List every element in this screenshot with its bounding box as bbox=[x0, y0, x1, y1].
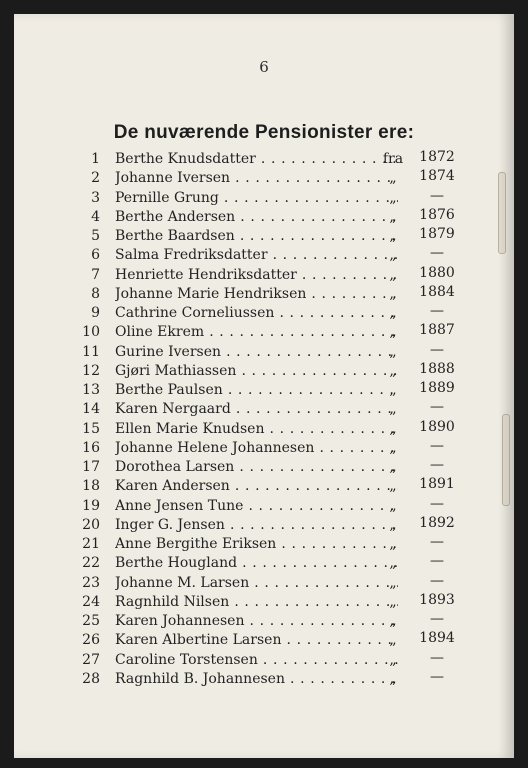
pensioner-name: Karen Johannesen . . . bbox=[115, 613, 398, 629]
ditto-mark: „ bbox=[389, 420, 397, 437]
list-item bbox=[14, 245, 514, 264]
pensioner-name: Karen Albertine Larsen . . . bbox=[115, 632, 398, 648]
pensioner-name: Johanne M. Larsen . . . bbox=[115, 575, 398, 591]
ditto-mark: „ bbox=[389, 555, 397, 572]
ditto-mark: „ bbox=[389, 593, 397, 610]
list-item bbox=[14, 553, 514, 572]
ditto-mark: „ bbox=[389, 189, 397, 206]
row-number: 2 bbox=[91, 170, 100, 187]
pensioner-name: Ragnhild B. Johannesen . . . bbox=[115, 671, 398, 687]
list-item bbox=[14, 322, 514, 341]
year-entered: 1892 bbox=[419, 514, 455, 531]
list-item bbox=[14, 650, 514, 669]
pensioner-name: Dorothea Larsen . . . bbox=[115, 459, 398, 475]
pensioner-name: Ellen Marie Knudsen . . . bbox=[115, 421, 398, 437]
list-item bbox=[14, 496, 514, 515]
ditto-mark: „ bbox=[389, 305, 397, 321]
ditto-mark: „ bbox=[389, 516, 397, 533]
list-item bbox=[14, 226, 514, 245]
row-number: 5 bbox=[91, 228, 100, 244]
ditto-mark: „ bbox=[389, 247, 397, 264]
row-number: 16 bbox=[82, 439, 100, 456]
pensioner-name: Berthe Andersen . . . bbox=[115, 209, 398, 225]
row-number: 20 bbox=[82, 516, 100, 533]
ditto-mark: „ bbox=[389, 613, 397, 629]
list-item bbox=[14, 188, 514, 207]
list-item bbox=[14, 573, 514, 592]
list-item bbox=[14, 149, 514, 168]
ditto-mark: „ bbox=[389, 266, 397, 283]
year-entered: — bbox=[430, 572, 444, 589]
year-entered: — bbox=[430, 553, 444, 570]
pensioner-name: Berthe Knudsdatter . . . bbox=[115, 151, 398, 167]
year-entered: 1890 bbox=[419, 418, 455, 435]
year-entered: — bbox=[430, 187, 444, 204]
row-number: 24 bbox=[82, 593, 100, 610]
ditto-mark: „ bbox=[389, 343, 397, 360]
year-entered: — bbox=[430, 611, 444, 627]
row-number: 15 bbox=[82, 420, 100, 437]
pensioner-name: Anne Jensen Tune . . . bbox=[115, 498, 398, 514]
list-item bbox=[14, 361, 514, 380]
list-item bbox=[14, 669, 514, 688]
row-number: 28 bbox=[82, 670, 100, 687]
ditto-mark: „ bbox=[389, 439, 397, 456]
row-number: 26 bbox=[82, 632, 100, 649]
year-entered: 1887 bbox=[419, 322, 455, 339]
row-number: 9 bbox=[91, 305, 100, 321]
row-number: 13 bbox=[82, 382, 100, 398]
list-item bbox=[14, 438, 514, 457]
row-number: 8 bbox=[91, 285, 100, 302]
ditto-mark: „ bbox=[389, 670, 397, 687]
ditto-mark: „ bbox=[389, 536, 397, 552]
year-entered: — bbox=[430, 534, 444, 550]
row-number: 21 bbox=[82, 536, 100, 552]
year-entered: — bbox=[430, 245, 444, 262]
pensioner-name: Inger G. Jensen . . . bbox=[115, 517, 398, 533]
ditto-mark: fra bbox=[382, 151, 404, 167]
list-item bbox=[14, 342, 514, 361]
row-number: 6 bbox=[91, 247, 100, 264]
row-number: 23 bbox=[82, 574, 100, 591]
row-number: 3 bbox=[91, 189, 100, 206]
year-entered: 1879 bbox=[419, 226, 455, 242]
pensioner-name: Johanne Iversen . . . bbox=[115, 170, 398, 186]
pensioner-name: Johanne Marie Hendriksen . . . bbox=[115, 286, 398, 302]
list-item bbox=[14, 265, 514, 284]
row-number: 14 bbox=[82, 401, 100, 418]
year-entered: 1876 bbox=[419, 206, 455, 223]
pensioner-name: Karen Andersen . . . bbox=[115, 478, 398, 494]
binding-staple-top bbox=[498, 172, 506, 254]
year-entered: — bbox=[430, 495, 444, 512]
year-entered: 1893 bbox=[419, 591, 455, 608]
pensioner-list bbox=[14, 149, 514, 688]
pensioner-name: Gjøri Mathiassen . . . bbox=[115, 363, 398, 379]
list-item bbox=[14, 168, 514, 187]
row-number: 27 bbox=[82, 651, 100, 668]
pensioner-name: Pernille Grung . . . bbox=[115, 190, 398, 206]
pensioner-name: Cathrine Corneliussen . . . bbox=[115, 305, 398, 321]
year-entered: 1889 bbox=[419, 380, 455, 396]
list-item bbox=[14, 457, 514, 476]
ditto-mark: „ bbox=[389, 362, 397, 379]
pensioner-name: Salma Fredriksdatter . . . bbox=[115, 247, 398, 263]
ditto-mark: „ bbox=[389, 285, 397, 302]
ditto-mark: „ bbox=[389, 459, 397, 475]
ditto-mark: „ bbox=[389, 382, 397, 398]
ditto-mark: „ bbox=[389, 228, 397, 244]
row-number: 10 bbox=[82, 324, 100, 341]
list-item bbox=[14, 476, 514, 495]
ditto-mark: „ bbox=[389, 170, 397, 187]
list-item bbox=[14, 399, 514, 418]
year-entered: 1880 bbox=[419, 264, 455, 281]
year-entered: — bbox=[430, 399, 444, 416]
ditto-mark: „ bbox=[389, 632, 397, 649]
year-entered: — bbox=[430, 303, 444, 319]
pensioner-name: Oline Ekrem . . . bbox=[115, 324, 398, 340]
year-entered: — bbox=[430, 437, 444, 454]
list-item bbox=[14, 207, 514, 226]
list-item bbox=[14, 419, 514, 438]
year-entered: 1884 bbox=[419, 283, 455, 300]
row-number: 4 bbox=[91, 208, 100, 225]
row-number: 17 bbox=[82, 459, 100, 475]
row-number: 19 bbox=[82, 497, 100, 514]
year-entered: 1888 bbox=[419, 360, 455, 377]
list-item bbox=[14, 284, 514, 303]
pensioner-name: Ragnhild Nilsen . . . bbox=[115, 594, 398, 610]
year-entered: — bbox=[430, 341, 444, 358]
ditto-mark: „ bbox=[389, 574, 397, 591]
pensioner-name: Henriette Hendriksdatter . . . bbox=[115, 267, 398, 283]
pensioner-name: Karen Nergaard . . . bbox=[115, 401, 398, 417]
pensioner-name: Berthe Baardsen . . . bbox=[115, 228, 398, 244]
year-entered: 1894 bbox=[419, 630, 455, 647]
row-number: 22 bbox=[82, 555, 100, 572]
page-title: De nuværende Pensionister ere: bbox=[113, 122, 415, 143]
row-number: 1 bbox=[91, 151, 100, 167]
ditto-mark: „ bbox=[389, 324, 397, 341]
page-number: 6 bbox=[259, 58, 269, 76]
pensioner-name: Caroline Torstensen . . . bbox=[115, 652, 398, 668]
year-entered: 1874 bbox=[419, 168, 455, 185]
ditto-mark: „ bbox=[389, 497, 397, 514]
year-entered: — bbox=[430, 649, 444, 666]
ditto-mark: „ bbox=[389, 401, 397, 418]
year-entered: 1891 bbox=[419, 476, 455, 493]
pensioner-name: Johanne Helene Johannesen . . . bbox=[115, 440, 398, 456]
pensioner-name: Berthe Hougland . . . bbox=[115, 555, 398, 571]
ditto-mark: „ bbox=[389, 478, 397, 495]
pensioner-name: Gurine Iversen . . . bbox=[115, 344, 398, 360]
ditto-mark: „ bbox=[389, 208, 397, 225]
row-number: 18 bbox=[82, 478, 100, 495]
year-entered: 1872 bbox=[419, 149, 455, 165]
list-item bbox=[14, 592, 514, 611]
year-entered: — bbox=[430, 457, 444, 473]
binding-staple-bottom bbox=[502, 414, 510, 506]
list-item bbox=[14, 380, 514, 399]
pensioner-name: Berthe Paulsen . . . bbox=[115, 382, 398, 398]
list-item bbox=[14, 630, 514, 649]
list-item bbox=[14, 515, 514, 534]
row-number: 11 bbox=[82, 343, 100, 360]
list-item bbox=[14, 534, 514, 553]
list-item bbox=[14, 611, 514, 630]
row-number: 7 bbox=[91, 266, 100, 283]
row-number: 25 bbox=[82, 613, 100, 629]
document-page bbox=[14, 14, 514, 758]
year-entered: — bbox=[430, 668, 444, 685]
list-item bbox=[14, 303, 514, 322]
ditto-mark: „ bbox=[389, 651, 397, 668]
row-number: 12 bbox=[82, 362, 100, 379]
pensioner-name: Anne Bergithe Eriksen . . . bbox=[115, 536, 398, 552]
